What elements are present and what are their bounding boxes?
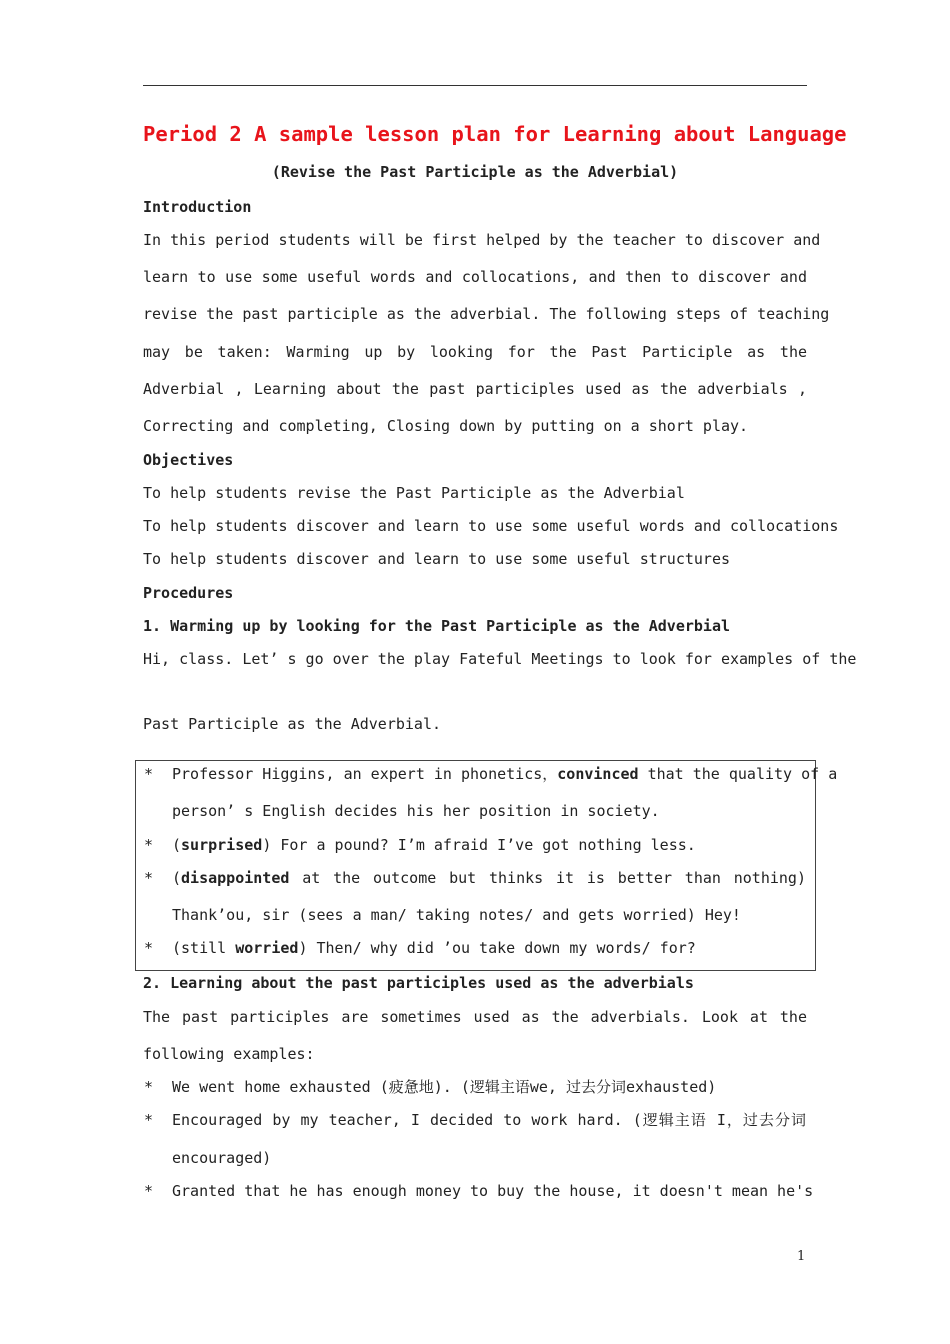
box-item-continued: Thank’ou, sir (sees a man/ taking notes/ and gets worried) Hey!: [172, 906, 741, 924]
bullet: *: [144, 939, 154, 957]
box-item-continued: person’ s English decides his her position in society.: [172, 802, 660, 820]
objective-item: To help students discover and learn to use some useful words and collocations: [143, 517, 839, 535]
box-item: (still worried) Then/ why did ’ou take down my words/ for?: [172, 939, 696, 957]
box-item: (surprised) For a pound? I’m afraid I’ve got nothing less.: [172, 836, 696, 854]
bullet: *: [144, 1111, 154, 1129]
intro-line: learn to use some useful words and collocations, and then to discover and: [143, 268, 807, 286]
introduction-heading: Introduction: [143, 198, 252, 216]
page-subtitle: (Revise the Past Participle as the Adverbial): [271, 163, 679, 181]
bullet: *: [144, 765, 154, 783]
bullet: *: [144, 869, 154, 887]
procedures-heading: Procedures: [143, 584, 234, 602]
example-item: We went home exhausted (疲惫地). (逻辑主语we, 过去分词exhausted): [172, 1078, 717, 1096]
page-title: Period 2 A sample lesson plan for Learning about Language: [143, 122, 847, 146]
page-number: 1: [797, 1249, 806, 1264]
step1-line: Past Participle as the Adverbial.: [143, 715, 442, 733]
intro-line: may be taken: Warming up by looking for the Past Participle as the: [143, 343, 807, 361]
step1-heading: 1. Warming up by looking for the Past Participle as the Adverbial: [143, 617, 730, 635]
example-item-continued: encouraged): [172, 1149, 272, 1167]
step1-line: Hi, class. Let’ s go over the play Fateful Meetings to look for examples of the: [143, 650, 857, 668]
bullet: *: [144, 1182, 154, 1200]
step2-heading: 2. Learning about the past participles used as the adverbials: [143, 974, 694, 992]
intro-line: In this period students will be first helped by the teacher to discover and: [143, 231, 821, 249]
intro-line: revise the past participle as the adverbial. The following steps of teaching: [143, 305, 830, 323]
objective-item: To help students revise the Past Participle as the Adverbial: [143, 484, 685, 502]
intro-line: Correcting and completing, Closing down by putting on a short play.: [143, 417, 749, 435]
step2-line: The past participles are sometimes used as the adverbials. Look at the: [143, 1008, 807, 1026]
box-item: Professor Higgins, an expert in phonetics，convinced that the quality of a: [172, 765, 838, 783]
header-rule: [143, 85, 807, 86]
example-item: Granted that he has enough money to buy the house, it doesn't mean he's: [172, 1182, 814, 1200]
objectives-heading: Objectives: [143, 451, 234, 469]
objective-item: To help students discover and learn to use some useful structures: [143, 550, 730, 568]
example-item: Encouraged by my teacher, I decided to work hard. (逻辑主语 I，过去分词: [172, 1111, 806, 1129]
box-item: (disappointed at the outcome but thinks it is better than nothing): [172, 869, 806, 887]
bullet: *: [144, 836, 154, 854]
step2-line: following examples:: [143, 1045, 315, 1063]
bullet: *: [144, 1078, 154, 1096]
intro-line: Adverbial , Learning about the past participles used as the adverbials ,: [143, 380, 807, 398]
